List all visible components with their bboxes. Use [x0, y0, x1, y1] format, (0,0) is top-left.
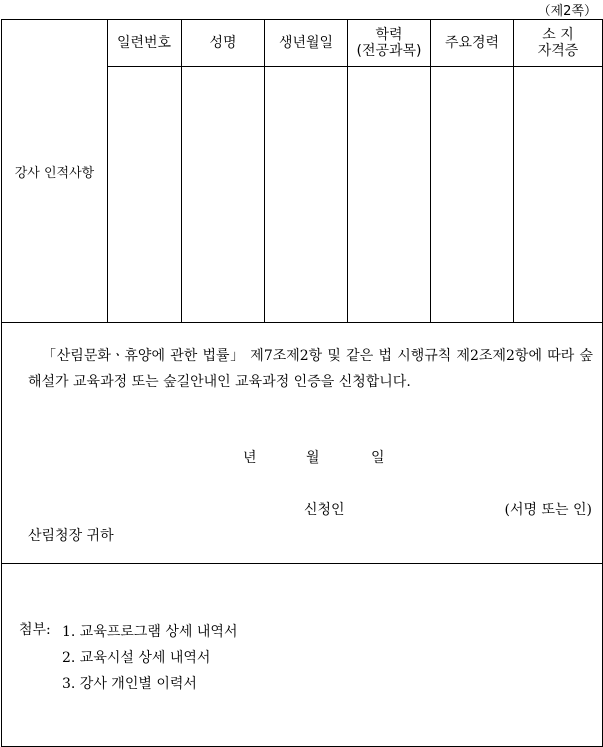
attachment-item: 1. 교육프로그램 상세 내역서	[62, 624, 238, 640]
instructor-info-row-label: 강사 인적사항	[2, 20, 108, 322]
attachment-item: 2. 교육시설 상세 내역서	[62, 650, 211, 666]
addressee: 산림청장 귀하	[28, 528, 114, 544]
application-statement: 「산림문화ㆍ휴양에 관한 법률」 제7조제2항 및 같은 법 시행규칙 제2조제2항에 따라 숲해설가 교육과정 또는 숲길안내인 교육과정 인증을 신청합니다.	[28, 348, 593, 390]
attachments-section	[2, 564, 602, 746]
column-header: 소 지 자격증	[514, 20, 602, 67]
column-header: 일련번호	[107, 20, 181, 67]
column-header: 주요경력	[431, 20, 513, 67]
date-day: 일	[371, 450, 385, 466]
date-month: 월	[306, 450, 320, 466]
column-birth-date	[265, 20, 348, 322]
date-year: 년	[243, 450, 257, 466]
application-statement-section	[2, 323, 602, 564]
attachment-item: 3. 강사 개인별 이력서	[62, 676, 197, 692]
column-header: 학력 (전공과목)	[348, 20, 430, 67]
column-education	[348, 20, 431, 322]
column-header: 생년월일	[265, 20, 347, 67]
applicant-label: 신청인	[304, 502, 345, 518]
column-name	[182, 20, 265, 322]
column-header: 성명	[182, 20, 264, 67]
column-certificates	[514, 20, 602, 322]
column-serial-number	[107, 20, 182, 322]
page-number-label: （제2쪽）	[537, 4, 597, 19]
application-form	[1, 19, 603, 747]
instructor-info-table	[2, 20, 602, 323]
column-career	[431, 20, 514, 322]
signature-label: (서명 또는 인)	[504, 502, 592, 518]
attachments-title: 첨부:	[19, 622, 51, 638]
attachments-list	[62, 619, 237, 697]
